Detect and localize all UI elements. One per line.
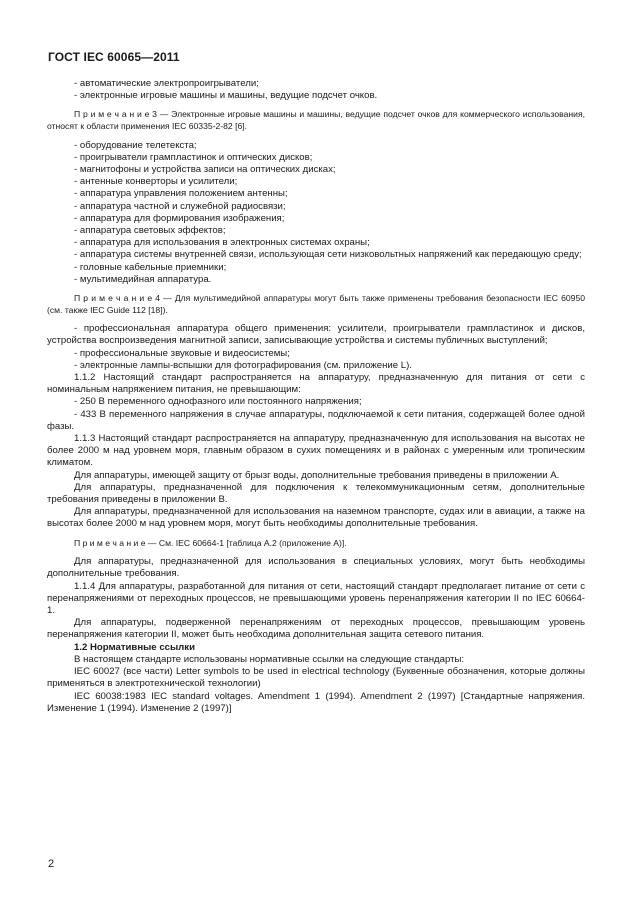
list-item: - аппаратура для использования в электронных системах охраны; [74, 237, 370, 249]
paragraph: 1.1.2 Настоящий стандарт распространяется на аппаратуру, предназначенную для питания от сети с номинальным напряжением питания, не превышающим: [47, 372, 585, 396]
list-item: - автоматические электропроигрыватели; [74, 78, 259, 89]
list-item: - 433 В переменного напряжения в случае аппаратуры, подключаемой к сети питания, содержащей более одной фазы. [47, 408, 585, 432]
list-item: - антенные конверторы и усилители; [74, 176, 238, 188]
list-item: - аппаратура частной и служебной радиосвязи; [74, 200, 286, 212]
list-item: - аппаратура световых эффектов; [74, 225, 226, 237]
note: П р и м е ч а н и е — См. IEC 60664-1 [таблица А.2 (приложение А)]. [74, 537, 347, 548]
list-item: - аппаратура системы внутренней связи, использующая сети низковольтных напряжений как передающую среду; [74, 249, 582, 261]
paragraph: Для аппаратуры, предназначенной для использования в специальных условиях, могут быть необходимы дополнительные требования. [47, 556, 585, 580]
reference-item: IEC 60027 (все части) Letter symbols to be used in electrical technology (Буквенные обозначения, которые должны применяться в электротехнической технологии) [47, 666, 585, 690]
paragraph: 1.1.3 Настоящий стандарт распространяется на аппаратуру, предназначенную для использования на высотах не более 2000 м над уровнем моря, главным образом в сухих помещениях и в районах с умеренным или тропическим климатом. [47, 433, 585, 469]
list-item: - аппаратура для формирования изображения; [74, 212, 285, 224]
paragraph: Для аппаратуры, предназначенной для использования на наземном транспорте, судах или в авиации, а также на высотах более 2000 м над уровнем моря, могут быть необходимы дополнительные требования. [47, 506, 585, 530]
list-item: - аппаратура управления положением антенны; [74, 188, 288, 200]
paragraph: Для аппаратуры, подверженной перенапряжениям от переходных процессов, превышающим уровень перенапряжения категории II, может быть необходима дополнительная защита сетевого питания. [47, 617, 585, 641]
list-item: - магнитофоны и устройства записи на оптических дисках; [74, 164, 336, 175]
list-item: - проигрыватели грампластинок и оптических дисков; [74, 151, 313, 163]
paragraph: Для аппаратуры, имеющей защиту от брызг воды, дополнительные требования приведены в приложении А. [74, 469, 560, 481]
list-item: - оборудование телетекста; [74, 139, 197, 151]
section-heading: 1.2 Нормативные ссылки [74, 641, 195, 653]
list-item: - мультимедийная аппаратура. [74, 273, 212, 285]
reference-item: IEC 60038:1983 IEC standard voltages. Amendment 1 (1994). Amendment 2 (1997) [Стандартные напряжения. Изменение 1 (1994). Изменение 2 (1997)] [47, 690, 585, 714]
document-body [47, 78, 585, 715]
list-item: - профессиональные звуковые и видеосистемы; [74, 347, 290, 359]
paragraph: 1.1.4 Для аппаратуры, разработанной для питания от сети, настоящий стандарт предполагает питание от сети с перенапряжениями от переходных процессов, не превышающими уровень перенапряжения категории II по IEC 60664-1. [47, 580, 585, 617]
page-number: 2 [48, 858, 55, 870]
list-item: - головные кабельные приемники; [74, 261, 227, 273]
paragraph: В настоящем стандарте использованы нормативные ссылки на следующие стандарты: [74, 653, 465, 665]
note-3: П р и м е ч а н и е 3 — Электронные игровые машины и машины, ведущие подсчет очков для коммерческого использования, относят к области применения IEC 60335-2-82 [6]. [47, 109, 585, 131]
list-item: - электронные лампы-вспышки для фотографирования (см. приложение L). [74, 359, 412, 371]
note-4: П р и м е ч а н и е 4 — Для мультимедийной аппаратуры могут быть также применены требования безопасности IEC 60950 (см. также IEC Guide 112 [18]). [47, 293, 585, 315]
list-item: - электронные игровые машины и машины, ведущие подсчет очков. [74, 90, 378, 102]
list-item: - 250 В переменного однофазного или постоянного напряжения; [74, 396, 362, 408]
paragraph: Для аппаратуры, предназначенной для подключения к телекоммуникационным сетям, дополнительные требования приведены в приложении В. [47, 481, 585, 506]
document-header: ГОСТ IEC 60065—2011 [48, 50, 180, 64]
list-item: - профессиональная аппаратура общего применения: усилители, проигрыватели грампластинок и дисков, устройства воспроизведения магнитной записи, записывающие устройства и системы публичных выступлений; [47, 323, 585, 347]
